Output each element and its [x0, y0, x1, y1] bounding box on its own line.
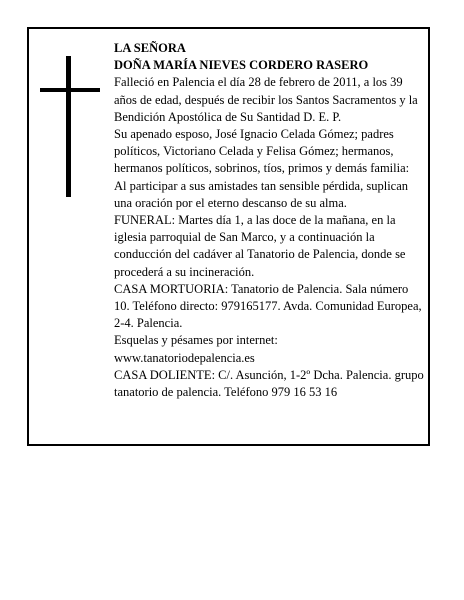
- deceased-name: DOÑA MARÍA NIEVES CORDERO RASERO: [114, 58, 369, 73]
- mourning-house-details: CASA DOLIENTE: C/. Asunción, 1-2º Dcha. Palencia. grupo tanatorio de palencia. Teléfono 979 16 53 16: [114, 367, 424, 400]
- death-details: Falleció en Palencia el día 28 de febrero de 2011, a los 39 años de edad, después de recibir los Santos Sacramentos y la Bendición Apostólica de Su Santidad D. E. P.: [114, 75, 418, 124]
- funeral-details: FUNERAL: Martes día 1, a las doce de la mañana, en la iglesia parroquial de San Marco, y a continuación la conducción del cadáver al Tanatorio de Palencia, donde se procederá a su incineración.: [114, 213, 406, 279]
- notice-title: LA SEÑORA: [114, 41, 186, 55]
- prayer-request: Al participar a sus amistades tan sensible pérdida, suplican una oración por el eterno descanso de su alma.: [114, 178, 409, 210]
- family-members: Su apenado esposo, José Ignacio Celada Gómez; padres políticos, Victoriano Celada y Felisa Gómez; hermanos, hermanos políticos, sobrinos, tíos, primos y demás familia:: [114, 127, 410, 176]
- latin-cross-icon: [40, 56, 100, 197]
- condolences-url[interactable]: www.tanatoriodepalencia.es: [114, 350, 255, 365]
- mortuary-details: CASA MORTUORIA: Tanatorio de Palencia. Sala número 10. Teléfono directo: 979165177. Avda. Comunidad Europea, 2-4. Palencia.: [114, 281, 422, 331]
- obituary-text: [114, 40, 426, 401]
- cross-horizontal-bar: [40, 88, 100, 92]
- condolences-label: Esquelas y pésames por internet:: [114, 333, 278, 348]
- cross-vertical-bar: [66, 56, 71, 197]
